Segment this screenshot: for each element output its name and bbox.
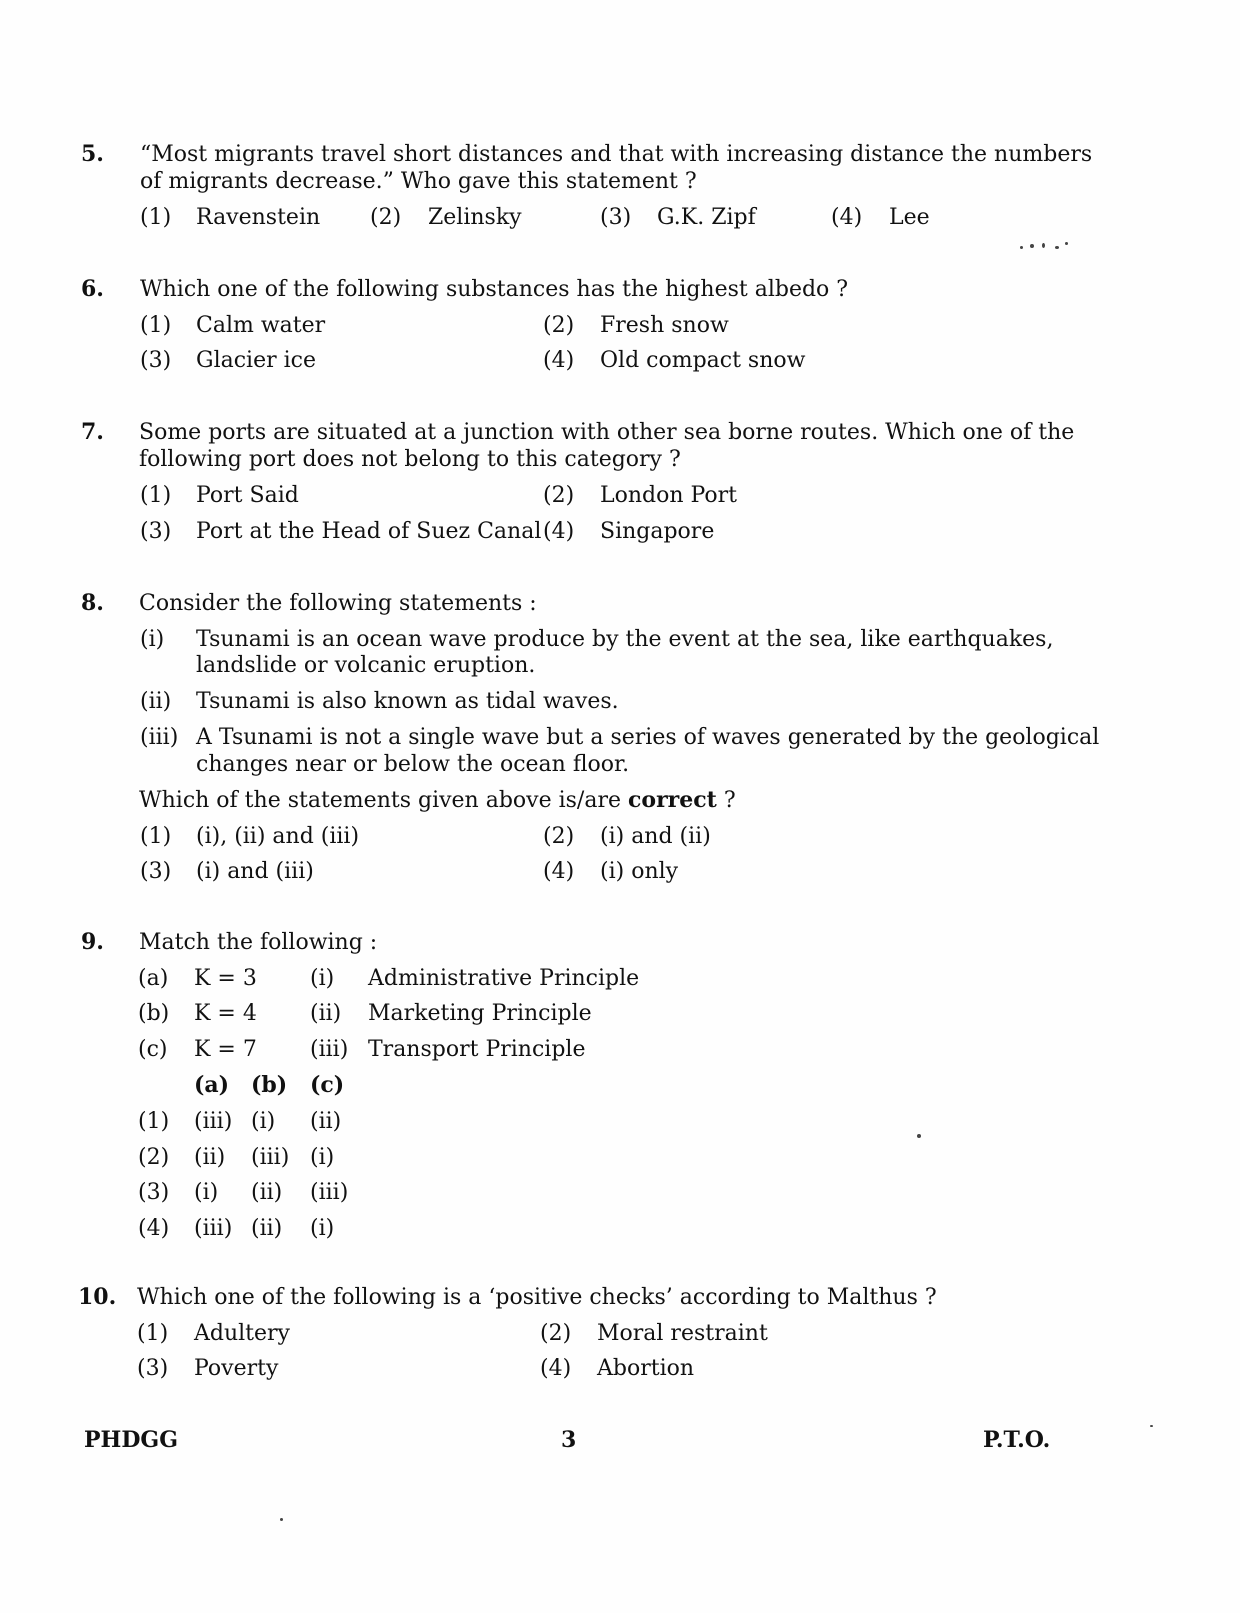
option-text: Singapore — [600, 519, 715, 544]
question-number: 8. — [81, 590, 104, 616]
answer-header: (a) — [194, 1072, 230, 1098]
statement-text: A Tsunami is not a single wave but a series of waves generated by the geological — [196, 725, 1100, 750]
option-number: (1) — [138, 1109, 170, 1134]
question-number: 10. — [78, 1284, 117, 1310]
option-number: (2) — [543, 483, 575, 508]
option-text: Port Said — [196, 483, 299, 508]
option-text: Glacier ice — [196, 348, 316, 373]
option-text: Fresh snow — [600, 313, 729, 338]
scan-speck — [1150, 1425, 1153, 1427]
match-left-text: K = 3 — [194, 966, 257, 991]
option-number: (4) — [831, 205, 863, 230]
match-right-text: Administrative Principle — [368, 966, 640, 991]
option-number: (4) — [543, 519, 575, 544]
scan-speck — [1042, 243, 1045, 248]
option-text: Adultery — [194, 1321, 290, 1346]
option-number: (2) — [370, 205, 402, 230]
option-text: (i) only — [600, 859, 679, 884]
option-number: (2) — [543, 824, 575, 849]
answer-c: (i) — [310, 1145, 335, 1170]
option-text: Old compact snow — [600, 348, 806, 373]
option-number: (2) — [543, 313, 575, 338]
answer-c: (i) — [310, 1216, 335, 1241]
question-stem: following port does not belong to this category ? — [139, 447, 681, 472]
question-number: 6. — [81, 276, 104, 302]
option-text: (i) and (iii) — [196, 859, 314, 884]
question-stem: Which one of the following substances has the highest albedo ? — [140, 277, 849, 302]
option-number: (4) — [138, 1216, 170, 1241]
answer-a: (iii) — [194, 1216, 233, 1241]
option-number: (1) — [140, 205, 172, 230]
match-right-text: Transport Principle — [368, 1037, 586, 1062]
match-left-label: (a) — [138, 966, 169, 991]
match-right-label: (i) — [310, 966, 335, 991]
option-number: (2) — [138, 1145, 170, 1170]
match-left-text: K = 4 — [194, 1001, 257, 1026]
option-number: (1) — [140, 824, 172, 849]
answer-a: (ii) — [194, 1145, 226, 1170]
question-stem: Some ports are situated at a junction with other sea borne routes. Which one of the — [139, 420, 1075, 445]
option-text: (i), (ii) and (iii) — [196, 824, 360, 849]
option-text: G.K. Zipf — [657, 205, 756, 230]
option-number: (4) — [540, 1356, 572, 1381]
match-left-label: (b) — [138, 1001, 170, 1026]
statement-label: (ii) — [140, 689, 172, 714]
statement-text: Tsunami is an ocean wave produce by the event at the sea, like earthquakes, — [196, 627, 1054, 652]
option-number: (1) — [137, 1321, 169, 1346]
question-number: 9. — [81, 929, 104, 955]
option-text: London Port — [600, 483, 738, 508]
option-number: (3) — [137, 1356, 169, 1381]
answer-b: (iii) — [251, 1145, 290, 1170]
option-text: Poverty — [194, 1356, 279, 1381]
question-stem: Match the following : — [139, 930, 378, 955]
scan-speck — [1020, 246, 1023, 249]
match-right-label: (iii) — [310, 1037, 349, 1062]
question-stem: of migrants decrease.” Who gave this statement ? — [140, 169, 697, 194]
answer-c: (iii) — [310, 1180, 349, 1205]
statement-label: (i) — [140, 627, 165, 652]
scan-speck — [1030, 244, 1034, 248]
question-number: 7. — [81, 419, 104, 445]
answer-c: (ii) — [310, 1109, 342, 1134]
answer-b: (ii) — [251, 1216, 283, 1241]
option-number: (3) — [140, 348, 172, 373]
option-text: (i) and (ii) — [600, 824, 711, 849]
statement-text: landslide or volcanic eruption. — [196, 653, 536, 678]
question-number: 5. — [81, 141, 104, 167]
match-right-label: (ii) — [310, 1001, 342, 1026]
match-left-text: K = 7 — [194, 1037, 257, 1062]
scan-speck — [1065, 242, 1068, 245]
answer-header: (b) — [251, 1072, 288, 1098]
option-number: (3) — [140, 519, 172, 544]
statement-label: (iii) — [140, 725, 179, 750]
question-prompt: Which of the statements given above is/are correct ? — [139, 787, 736, 813]
scan-speck — [917, 1134, 921, 1138]
option-number: (1) — [140, 483, 172, 508]
option-text: Ravenstein — [196, 205, 321, 230]
scan-speck — [280, 1518, 283, 1521]
pto-label: P.T.O. — [983, 1427, 1051, 1453]
option-number: (2) — [540, 1321, 572, 1346]
match-right-text: Marketing Principle — [368, 1001, 592, 1026]
question-stem: Consider the following statements : — [139, 591, 537, 616]
option-number: (3) — [140, 859, 172, 884]
option-number: (1) — [140, 313, 172, 338]
option-number: (3) — [600, 205, 632, 230]
answer-a: (i) — [194, 1180, 219, 1205]
option-text: Lee — [889, 205, 930, 230]
statement-text: Tsunami is also known as tidal waves. — [196, 689, 619, 714]
paper-code: PHDGG — [84, 1427, 178, 1453]
answer-b: (i) — [251, 1109, 276, 1134]
option-text: Abortion — [597, 1356, 695, 1381]
match-left-label: (c) — [138, 1037, 168, 1062]
answer-header: (c) — [310, 1072, 345, 1098]
answer-b: (ii) — [251, 1180, 283, 1205]
question-stem: “Most migrants travel short distances and that with increasing distance the numbers — [140, 142, 1093, 167]
option-text: Zelinsky — [428, 205, 522, 230]
option-number: (4) — [543, 348, 575, 373]
option-number: (4) — [543, 859, 575, 884]
answer-a: (iii) — [194, 1109, 233, 1134]
statement-text: changes near or below the ocean floor. — [196, 752, 630, 777]
option-text: Calm water — [196, 313, 326, 338]
page-number: 3 — [561, 1427, 577, 1453]
question-stem: Which one of the following is a ‘positive checks’ according to Malthus ? — [137, 1285, 937, 1310]
option-text: Port at the Head of Suez Canal — [196, 519, 542, 544]
option-text: Moral restraint — [597, 1321, 768, 1346]
option-number: (3) — [138, 1180, 170, 1205]
scan-speck — [1055, 246, 1059, 249]
